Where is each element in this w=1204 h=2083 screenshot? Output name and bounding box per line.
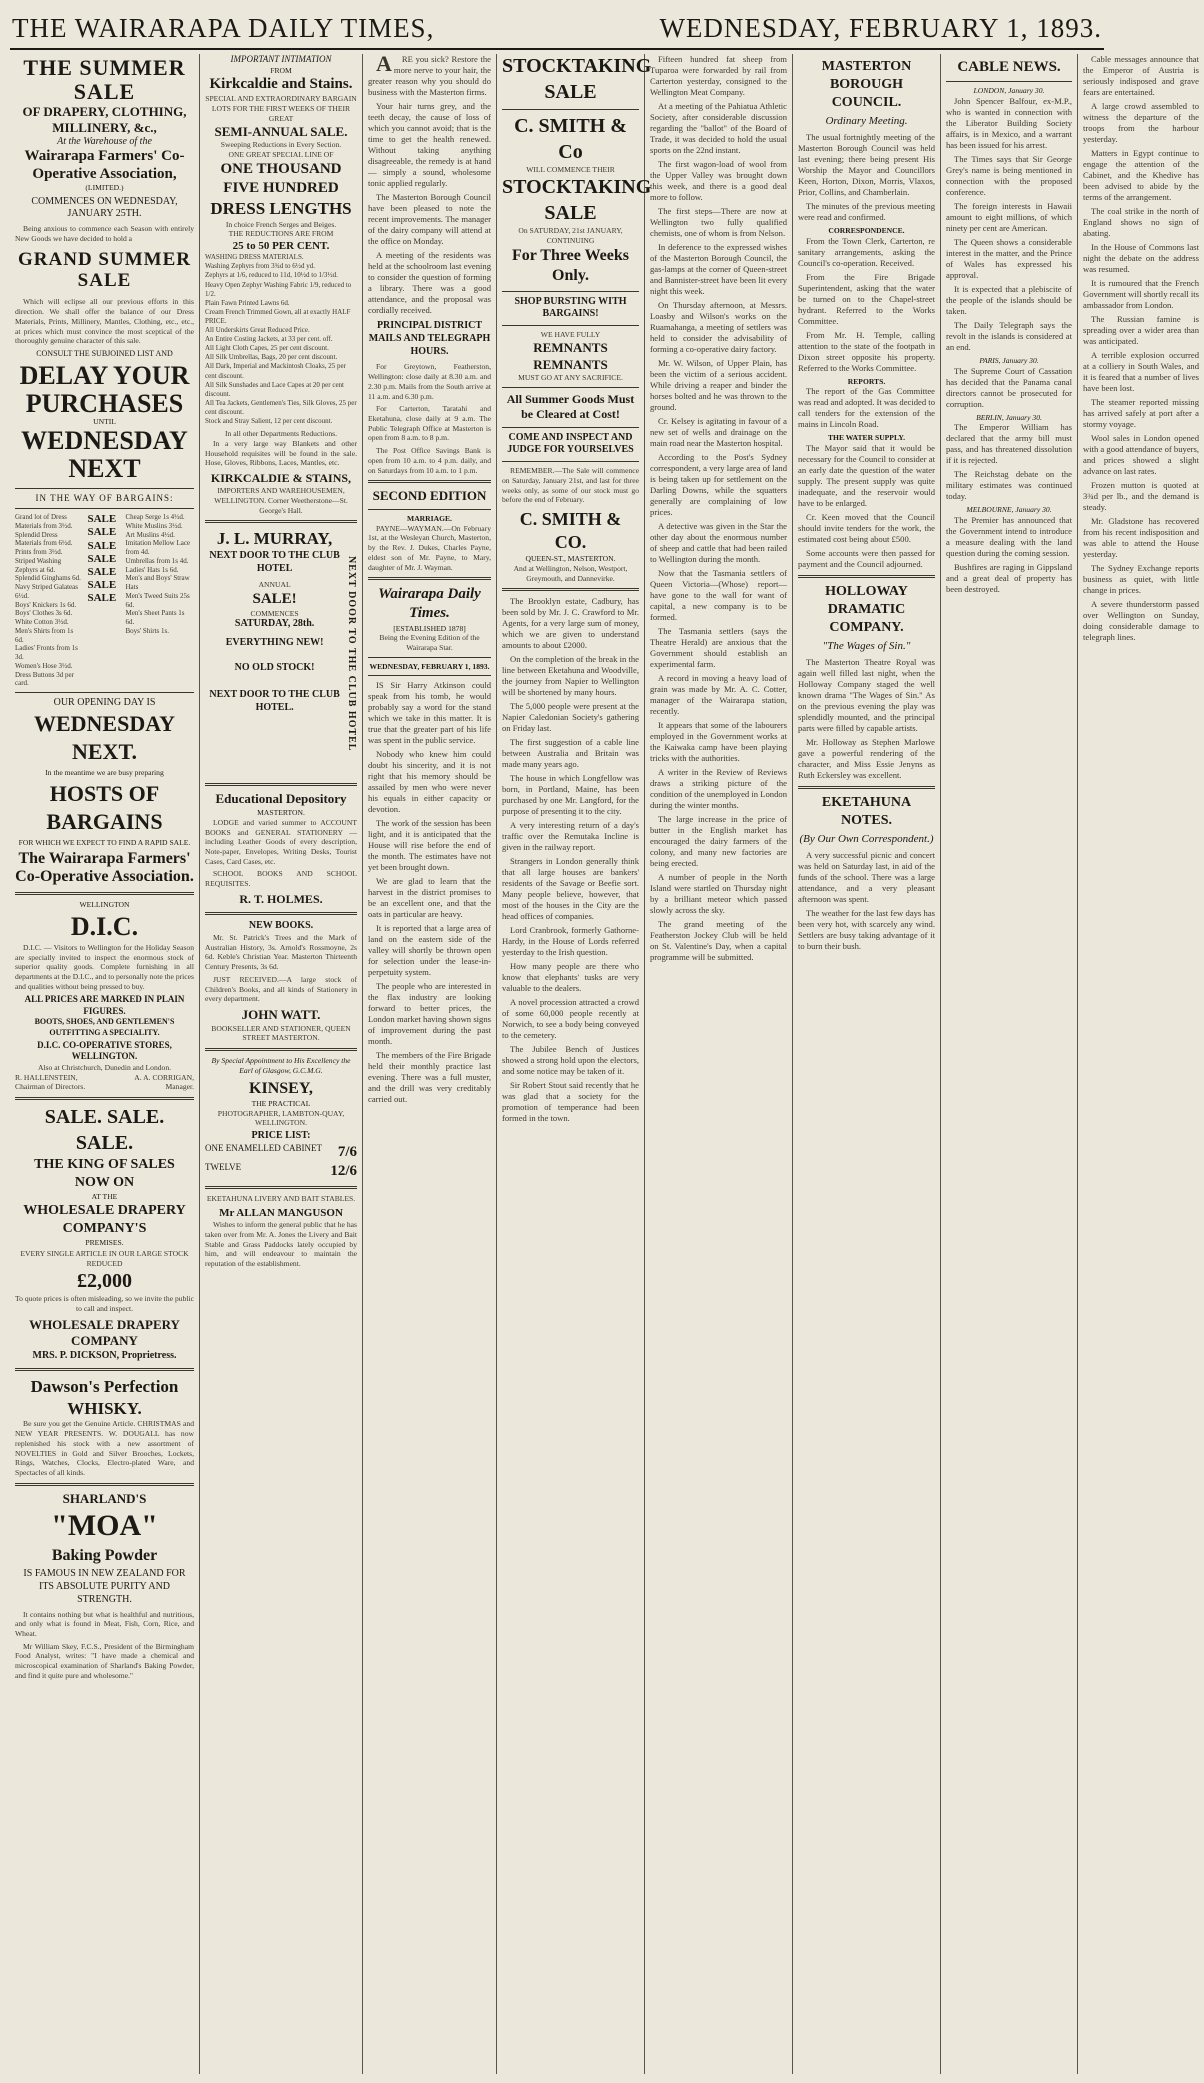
marriage: MARRIAGE. [407,513,452,523]
shop-bursting: SHOP BURSTING WITH BARGAINS! [514,295,627,320]
semi-annual: SEMI-ANNUAL SALE. [214,123,348,139]
educational-place: MASTERTON. [257,808,305,818]
stocktaking-2: STOCKTAKING SALE [502,176,652,224]
summer-sale-body-1: Being anxious to commence each Season with entirely New Goods we have decided to hold a [15,224,194,243]
wholesale-footer: WHOLESALE DRAPERY COMPANY [29,1316,180,1349]
masthead-date: WEDNESDAY, FEBRUARY 1, 1893. [659,13,1102,43]
dic-name: D.I.C. [70,911,139,941]
percent-range: 25 to 50 PER CENT. [232,240,330,253]
kirkcaldie-2: KIRKCALDIE & STAINS, [210,470,352,485]
issue-date: WEDNESDAY, FEBRUARY 1, 1893. [369,661,490,671]
dawson-body: Be sure you get the Genuine Article. CHRISTMAS and NEW YEAR PRESENTS. W. DOUGALL has now replenished his stock with a new assortment of NOVELTIES in Gold and Silver Brooches, Lockets, Rings, Watches, Clocks, Electro-plated Ware, and Spectacles of all kinds. [15,1419,194,1477]
c-smith-1: C. SMITH & Co [514,115,627,163]
borough-council-heading: MASTERTON BOROUGH COUNCIL. [821,59,912,110]
c-smith-2: C. SMITH & CO. [519,509,622,553]
opening-day: OUR OPENING DAY IS [53,697,156,709]
masthead [10,8,1104,50]
price-row-twelve: TWELVE 12/6 [205,1162,357,1180]
column-4: STOCKTAKING SALE C. SMITH & Co WILL COMMENCE THEIR STOCKTAKING SALE On SATURDAY, 21st JANUARY, CONTINUING For Three Weeks Only. SHOP BURSTING WITH BARGAINS! WE HAVE FULLY REMNANTS REMNANTS MUST GO AT ANY SACRIFICE. All Summer Goods Must be Cleared at Cost! COME AND INSPECT AND JUDGE FOR YOURSELVES REMEMBER.—The Sale will commence on Saturday, January 21st, and last for three weeks only, as some of our stock must go before the end of February. C. SMITH & CO. QUEEN-ST., MASTERTON. And at Wellington, Nelson, Westport, Greymouth, and Dannevirke. The Brooklyn estate, Cadbury, has been sold by Mr. J. C. Crawford to Mr. Agents, for a very large sum of money, which we are given to understand amounts to about £2000. On the completion of the break in the line between Eketahuna and Woodville, the journey from Napier to Wellington will be shortened by many hours. The 5,000 people were present at the Napier Caledonian Society's gathering on Friday last. The first suggestion of a cable line between Australia and Britain was made many years ago. The house in which Longfellow was born, in Portland, Maine, has been purchased by one Mr. Langford, for the purpose of presenting it to the city. A very interesting return of a day's traffic over the Remutaka Incline is given in the railway report. Strangers in London generally think that all large houses are bankers' residents of the Savage or Beefie sort. Many people believe, however, that most of the houses in the City are the head offices of companies. Lord Cranbrook, formerly Gathorne-Hardy, in the House of Lords referred yesterday to the Irish question. How many people are there who know that elephants' tusks are very valuable to the dealers. A novel procession attracted a crowd of some 60,000 people recently at Norwich, to see a body being conveyed to the cemetery. The Jubilee Bench of Justices showed a strong hold upon the electors, and some notice may be taken of it. Sir Robert Stout said recently that he was glad that a society for the promotion of temperance had been formed in the town. [497,54,645,2074]
kinsey: KINSEY, [249,1079,313,1097]
one-thousand: ONE THOUSAND FIVE HUNDRED [220,160,342,196]
dateline-melbourne: MELBOURNE, January 30. [966,505,1052,515]
educational-depository: Educational Depository [215,791,347,807]
moa: "MOA" [51,1509,158,1543]
next-door-2: NEXT DOOR TO THE CLUB HOTEL. [209,688,340,713]
dress-lengths: DRESS LENGTHS [210,199,352,219]
holmes: R. T. HOLMES. [239,891,323,906]
come-and-inspect: COME AND INSPECT AND JUDGE FOR YOURSELVES [507,431,634,456]
john-watt: JOHN WATT. [241,1007,321,1023]
dic-coop: D.I.C. CO-OPERATIVE STORES, WELLINGTON. [37,1039,172,1062]
paper-title: Wairarapa Daily Times. [378,586,481,622]
established: [ESTABLISHED 1878] [393,623,466,633]
summer-sale-body-2: Which will eclipse all our previous efforts in this direction. We shall offer the balance of our Dress Materials, Prints, Millinery, Mantles, Clothing, etc., etc., at prices which must convince the most sceptical of the thoroughly genuine character of this sale. [15,297,194,346]
grand-summer-sale: GRAND SUMMER SALE [18,248,191,291]
sharland: SHARLAND'S [62,1490,147,1506]
columns [10,51,1199,2074]
water-supply: THE WATER SUPPLY. [827,433,906,443]
price-row-cabinet: ONE ENAMELLED CABINET 7/6 [205,1142,357,1160]
dawson-whisky: Dawson's Perfection WHISKY. [30,1376,179,1418]
wholesale-amount: £2,000 [77,1269,132,1292]
sale-stack: SALE SALE SALE SALE SALE SALE SALE [87,513,117,605]
column-3: ARE you sick? Restore the more nerve to your hair, the greater reason why you should do business with the Masterton firms. Your hair turns grey, and the teeth decay, the cause of loss of which you cannot avoid; that is the time to get the health renewed. Without taking anything disagreeable, the remedy is at hand — simply a sound, wholesome tonic applied regularly. The Masterton Borough Council have been pleased to note the recent improvements. The manager of the dairy company will attend at the office on Monday. A meeting of the residents was held at the schoolroom last evening to consider the question of forming a library. There was a good attendance, and the proposal was cordially received. PRINCIPAL DISTRICT MAILS AND TELEGRAPH HOURS. For Greytown, Featherston, Wellington: close daily at 8.30 a.m. and 2.30 p.m. Mails from the South arrive at 11 a.m. and 6.30 p.m. For Carterton, Taratahi and Eketahuna, close daily at 9 a.m. The Public Telegraph Office at Masterton is open from 8 a.m. to 8 p.m. The Post Office Savings Bank is open from 10 a.m. to 4 p.m. daily, and on Saturdays from 10 a.m. to 1 p.m. SECOND EDITION MARRIAGE. PAYNE—WAYMAN.—On February 1st, at the Wesleyan Church, Masterton, by the Rev. J. Dukes, Charles Payne, eldest son of Mr. Payne, to Mary, daughter of Mr. J. Wayman. Wairarapa Daily Times. [ESTABLISHED 1878] Being the Evening Edition of the Wairarapa Star. WEDNESDAY, FEBRUARY 1, 1893. IS Sir Harry Atkinson could speak from his tomb, he would probably say a word for the stand which we take in this matter. It is true that the greater part of his life was spent in the public service. Nobody who knew him could doubt his sincerity, and it is not right that his memory should be assailed by men who were never his equals in either capacity or devotion. The work of the session has been light, and it is anticipated that the House will rise before the end of the month. The estimates have not yet been brought down. We are glad to learn that the harvest in the district promises to be an excellent one, and that the oats in particular are heavy. It is reported that a large area of land on the eastern side of the valley will shortly be thrown open for selection under the lease-in-perpetuity system. The people who are interested in the flax industry are looking forward to better prices, the London market having shown signs of improvement during the past month. The members of the Fire Brigade held their monthly practice last evening. There was a full muster, and the drill was very creditably carried out. [363,54,497,2074]
baking-powder: Baking Powder [51,1546,158,1564]
dic-body: D.I.C. — Visitors to Wellington for the Holiday Season are specially invited to inspect the enormous stock of superior quality goods. Complete furnishing in all departments at the D.I.C., and to personally note the prices and qualities without being pressed to buy. [15,942,194,991]
ordinary-meeting: Ordinary Meeting. [825,114,908,127]
all-summer-goods: All Summer Goods Must be Cleared at Cost! [506,391,635,422]
dic-boots: BOOTS, SHOES, AND GENTLEMEN'S OUTFITTING A SPECIALITY. [34,1017,175,1037]
everything-new: EVERYTHING NEW! [225,637,324,649]
own-correspondent: (By Our Own Correspondent.) [799,832,934,845]
cable-news-heading: CABLE NEWS. [957,59,1061,75]
column-2: IMPORTANT INTIMATION FROM Kirkcaldie and Stains. SPECIAL AND EXTRAORDINARY BARGAIN LOTS FOR THE FIRST WEEKS OF THEIR GREAT SEMI-ANNUAL SALE. Sweeping Reductions in Every Section. ONE GREAT SPECIAL LINE OF ONE THOUSAND FIVE HUNDRED DRESS LENGTHS In choice French Serges and Beiges. THE REDUCTIONS ARE FROM 25 to 50 PER CENT. WASHING DRESS MATERIALS. Washing Zephyrs from 3¾d to 6½d yd. Zephyrs at 1/6, reduced to 11d, 10½d to 1/3½d. Heavy Open Zephyr Washing Fabric 1/9, reduced to 1/2. Plain Fawn Printed Lawns 6d. Cream French Trimmed Gown, all at exactly HALF PRICE. All Underskirts Great Reduced Price. An Entire Costing Jackets, at 33 per cent. off. All Light Cloth Capes, 25 per cent discount. All Silk Umbrellas, Bags, 20 per cent discount. All Dark, Imperial and Mackintosh Cloaks, 25 per cent discount. All Silk Sunshades and Lace Capes at 20 per cent discount. All Tea Jackets, Gentlemen's Ties, Silk Gloves, 25 per cent discount. Stock and Stray Salient, 12 per cent discount. In all other Departments Reductions. In a very large way Blankets and other Household requisites will be found in the sale. Hose, Gloves, Ribbons, Laces, Mantles, etc. KIRKCALDIE & STAINS, IMPORTERS AND WAREHOUSEMEN, WELLINGTON. Corner Weetherstone—St. George's Hall. J. L. MURRAY, NEXT DOOR TO THE CLUB HOTEL ANNUAL SALE! COMMENCES SATURDAY, 28th. EVERYTHING NEW! NO OLD STOCK! NEXT DOOR TO THE CLUB HOTEL. NEXT DOOR TO THE CLUB HOTEL Educational Depository MASTERTON. LODGE and varied summer to ACCOUNT BOOKS and GENERAL STATIONERY — including Leather Goods of every description, Note-paper, Envelopes, Writing Desks, Tourist Cases, Card Cases, etc. SCHOOL BOOKS AND SCHOOL REQUISITES. R. T. HOLMES. NEW BOOKS. Mr. St. Patrick's Trees and the Mark of Australian History, 3s. Arnold's Rossmoyne, 2s 6d. Keble's Christian Year. Masterton Thirteenth Century Presents, 3s 6d. JUST RECEIVED.—A large stock of Children's Books, and all kinds of Stationery in every department. JOHN WATT. BOOKSELLER AND STATIONER, QUEEN STREET MASTERTON. By Special Appointment to His Excellency the Earl of Glasgow, G.C.M.G. KINSEY, THE PRACTICAL PHOTOGRAPHER, LAMBTON-QUAY, WELLINGTON. PRICE LIST: ONE ENAMELLED CABINET 7/6 TWELVE 12/6 EKETAHUNA LIVERY AND BAIT STABLES. Mr ALLAN MANGUSON Wishes to inform the general public that he has taken over from Mr. A. Jones the Livery and Bait Stable and Grass Paddocks lately occupied by him, and will endeavour to maintain the reputation of the establishment. [200,54,363,2074]
new-books: NEW BOOKS. [248,920,314,932]
allan-manguson: Mr ALLAN MANGUSON [219,1207,343,1220]
murray: J. L. MURRAY, [216,529,333,549]
summer-sale-commences: COMMENCES ON WEDNESDAY, JANUARY 25TH. [31,195,178,220]
sale-bang: SALE! [252,590,297,607]
column-5: Fifteen hundred fat sheep from Tuparoa were forwarded by rail from Carterton yesterday, consigned to the Wellington Meat Company. At a meeting of the Pahiatua Athletic Society, after considerable discussion regarding the "ballot" of the Board of Trade, it was decided to hold the usual sports on the 22nd instant. The first wagon-load of wool from the Upper Valley was brought down this week, and there is a good deal more to follow. The first steps—There are now at Wellington two fully qualified chemists, one of whom is from Nelson. In deference to the expressed wishes of the Masterton Borough Council, the gas-lamps at the corner of Queen-street and Bannister-street have been lit every night this week. On Thursday afternoon, at Messrs. Loasby and Wilson's works on the Ruamahanga, a meeting of settlers was held to consider the advisability of forming a co-operative dairy factory. Mr. W. Wilson, of Upper Plain, has been the victim of a serious accident. While driving a reaper and binder the horses bolted and he was thrown to the ground. Cr. Kelsey is agitating in favour of a new set of wells and drainage on the main road near the Masterton hospital. According to the Post's Sydney correspondent, a very large area of land is being taken up for settlement on the Darling Downs, while the squatters generally are complaining of low prices. A detective was given in the Star the other day about the enormous number of sheep and cattle that had been railed to Wellington during the month. Now that the Tasmania settlers of Queen Victoria—(Whose) report—have gone to the wall for want of capital, a new company is to be formed. The Tasmania settlers (says the Theatre Herald) are anxious that the Government should establish an experimental farm. A record in moving a heavy load of grain was made by Mr. A. C. Cotter, manager of the Wairarapa station, recently. It appears that some of the labourers employed in the Government works at the Kaiwaka camp have been playing tricks with the authorities. A writer in the Review of Reviews draws a striking picture of the condition of the unemployed in London during the winter months. The large increase in the price of butter in the English market has encouraged the dairy farmers of the colony, and many new factories are being erected. A number of people in the North Island were startled on Thursday night by a brilliant meteor which passed slowly across the sky. The grand meeting of the Featherston Jockey Club will be held on St. Valentine's Day, when a capital programme will be submitted. [645,54,793,2074]
summer-sale-firm: Wairarapa Farmers' Co-Operative Association, [24,148,185,182]
eketahuna-heading: EKETAHUNA NOTES. [821,794,912,828]
dateline-london: LONDON, January 30. [973,86,1045,96]
holloway-heading: HOLLOWAY DRAMATIC COMPANY. [825,583,908,635]
summer-sale-at: At the Warehouse of the [57,135,152,147]
sale-sale-sale: SALE. SALE. SALE. [44,1106,165,1154]
dateline-berlin: BERLIN, January 30. [976,412,1042,422]
dateline-paris: PARIS, January 30. [979,355,1039,365]
king-of-sales: THE KING OF SALES NOW ON [34,1157,175,1191]
kirkcaldie: Kirkcaldie and Stains. [209,76,353,93]
column-6: MASTERTON BOROUGH COUNCIL. Ordinary Meeting. The usual fortnightly meeting of the Masterton Borough Council was held last evening; there being present His Worship the Mayor and Councillors Keen, Horton, Dixon, Morris, Vlaxos, Prior, Collins, and Chamberlain. The minutes of the previous meeting were read and confirmed. CORRESPONDENCE. From the Town Clerk, Carterton, re sanitary arrangements, asking the Council's co-operation. Received. From the Fire Brigade Superintendent, asking that the water be turned on to the Chapel-street hydrant. Referred to the Works Committee. From Mr. H. Temple, calling attention to the state of the footpath in Dixon street opposite his property. Referred to the Works Committee. REPORTS. The report of the Gas Committee was read and adopted. It was decided to call tenders for the extension of the mains in Lincoln Road. THE WATER SUPPLY. The Mayor said that it would be necessary for the Council to consider at an early date the question of the water supply. The present supply was quite inadequate, and the reservoir would have to be enlarged. Cr. Keen moved that the Council should invite tenders for the work, the estimated cost being about £500. Some accounts were then passed for payment and the Council adjourned. HOLLOWAY DRAMATIC COMPANY. "The Wages of Sin." The Masterton Theatre Royal was again well filled last night, when the Holloway Company staged the well known drama "The Wages of Sin." As on the previous evening the play was splendidly mounted, and the principal parts were filled by capable artists. Mr. Holloway as Stephen Marlowe gave a powerful rendering of the character, and Miss Essie Jenyns as Ruth Eckersley was excellent. EKETAHUNA NOTES. (By Our Own Correspondent.) A very successful picnic and concert was held on Saturday last, in aid of the funds of the school. There was a large attendance, and a very pleasant afternoon was spent. The weather for the last few days has been very hot, with scarcely any wind. Settlers are busy taking advantage of it to burn their bush. [793,54,941,2074]
next-door: NEXT DOOR TO THE CLUB HOTEL [209,550,340,574]
important-intimation: IMPORTANT INTIMATION [230,54,332,64]
queen-street: QUEEN-ST., MASTERTON. [525,554,616,564]
no-old-stock: NO OLD STOCK! [234,662,315,674]
wednesday-next-2: WEDNESDAY NEXT. [33,711,175,765]
wages-of-sin: "The Wages of Sin." [822,639,911,652]
remnants: REMNANTS REMNANTS [533,339,608,372]
practical: THE PRACTICAL [251,1098,311,1108]
next-door-sideways: NEXT DOOR TO THE CLUB HOTEL [346,555,357,752]
masthead-title: THE WAIRARAPA DAILY TIMES, [12,13,435,43]
way-of-bargains: IN THE WAY OF BARGAINS: [35,492,174,503]
saturday: SATURDAY, 28th. [234,618,315,630]
summer-sale-sub: OF DRAPERY, CLOTHING, MILLINERY, &c., [22,104,187,135]
delay-until: UNTIL [93,416,116,426]
wholesale-drapery: WHOLESALE DRAPERY COMPANY'S [23,1202,186,1236]
column-1: THE SUMMER SALE OF DRAPERY, CLOTHING, MILLINERY, &c., At the Warehouse of the Wairarapa Farmers' Co-Operative Association, (LIMITED.) COMMENCES ON WEDNESDAY, JANUARY 25TH. Being anxious to commence each Season with entirely New Goods we have decided to hold a GRAND SUMMER SALE Which will eclipse all our previous efforts in this direction. We shall offer the balance of our Dress Materials, Prints, Millinery, Mantles, Clothing, etc., etc., at prices which must convince the most sceptical of the thoroughly genuine character of this sale. CONSULT THE SUBJOINED LIST AND DELAY YOUR PURCHASES UNTIL WEDNESDAY NEXT IN THE WAY OF BARGAINS: Grand lot of Dress Materials from 3½d. Splendid Dress Materials from 6½d. Prints from 3½d. Striped Washing Zephyrs at 6d. Splendid Ginghams 6d. Navy Striped Galateas 6½d. Boys' Knickers 1s 6d. Boys' Clothes 3s 6d. White Cotton 3½d. Men's Shirts from 1s 6d. Ladies' Fronts from 1s 3d. Women's Hose 3½d. Dress Buttons 3d per card. SALE SALE SALE SALE SALE SALE SALE Cheap Serge 1s 4½d. White Muslins 3½d. Art Muslins 4½d. Imitation Mellow Lace from 4d. Umbrellas from 1s 4d. Ladies' Hats 1s 6d. Men's and Boys' Straw Hats Men's Tweed Suits 25s 6d. Men's Sheet Pants 1s 6d. Boys' Shirts 1s. OUR OPENING DAY IS WEDNESDAY NEXT. In the meantime we are busy preparing HOSTS OF BARGAINS FOR WHICH WE EXPECT TO FIND A RAPID SALE. The Wairarapa Farmers' Co-Operative Association. WELLINGTON D.I.C. D.I.C. — Visitors to Wellington for the Holiday Season are specially invited to inspect the enormous stock of superior quality goods. Complete furnishing in all departments at the D.I.C., and to personally note the prices and qualities without being pressed to buy. ALL PRICES ARE MARKED IN PLAIN FIGURES. BOOTS, SHOES, AND GENTLEMEN'S OUTFITTING A SPECIALITY. D.I.C. CO-OPERATIVE STORES, WELLINGTON. Also at Christchurch, Dunedin and London. R. HALLENSTEIN, A. A. CORRIGAN, Chairman of Directors. Manager. SALE. SALE. SALE. THE KING OF SALES NOW ON AT THE WHOLESALE DRAPERY COMPANY'S PREMISES. EVERY SINGLE ARTICLE IN OUR LARGE STOCK REDUCED £2,000 To quote prices is often misleading, so we invite the public to call and inspect. WHOLESALE DRAPERY COMPANY MRS. P. DICKSON, Proprietress. Dawson's Perfection WHISKY. Be sure you get the Genuine Article. CHRISTMAS and NEW YEAR PRESENTS. W. DOUGALL has now replenished his stock with a new assortment of NOVELTIES in Gold and Silver Brooches, Lockets, Rings, Watches, Clocks, Electro-plated Ware, and Spectacles of all kinds. SHARLAND'S "MOA" Baking Powder IS FAMOUS IN NEW ZEALAND FOR ITS ABSOLUTE PURITY AND STRENGTH. It contains nothing but what is healthful and nutritious, and only what is found in Meat, Fish, Corn, Rice, and Wheat. Mr William Skey, F.C.S., President of the Birmingham Food Analyst, writes: "I have made a chemical and microscopical examination of Sharland's Baking Powder, and find it quite pure and wholesome." [10,54,200,2074]
moa-footer: IS FAMOUS IN NEW ZEALAND FOR ITS ABSOLUTE PURITY AND STRENGTH. [23,1568,186,1605]
summer-sale-heading: THE SUMMER SALE [23,55,186,105]
proprietress: MRS. P. DICKSON, Proprietress. [32,1350,177,1362]
three-weeks: For Three Weeks Only. [511,246,630,285]
price-list: PRICE LIST: [251,1130,311,1142]
hosts-of-bargains: HOSTS OF BARGAINS [46,781,163,835]
second-edition: SECOND EDITION [372,488,487,504]
wednesday-next: WEDNESDAY NEXT [21,425,188,484]
stocktaking-1: STOCKTAKING SALE [502,55,652,103]
bargain-list: Grand lot of Dress Materials from 3½d. Splendid Dress Materials from 6½d. Prints from 3½d. Striped Washing Zephyrs at 6d. Splendid Ginghams 6d. Navy Striped Galateas 6½d. Boys' Knickers 1s 6d. Boys' Clothes 3s 6d. White Cotton 3½d. Men's Shirts from 1s 6d. Ladies' Fronts from 1s 3d. Women's Hose 3½d. Dress Buttons 3d per card. SALE SALE SALE SALE SALE SALE SALE Cheap Serge 1s 4½d. White Muslins 3½d. Art Muslins 4½d. Imitation Mellow Lace from 4d. Umbrellas from 1s 4d. Ladies' Hats 1s 6d. Men's and Boys' Straw Hats Men's Tweed Suits 25s 6d. Men's Sheet Pants 1s 6d. Boys' Shirts 1s. [15,513,191,688]
column-8: Cable messages announce that the Emperor of Austria is seriously indisposed and grave fears are entertained. A large crowd assembled to witness the departure of the troops from the harbour yesterday. Matters in Egypt continue to engage the attention of the Cabinet, and the Khedive has been advised to abide by the terms of the arrangement. The coal strike in the north of England shows no sign of abating. In the House of Commons last night the debate on the address was resumed. It is rumoured that the French Government will shortly recall its ambassador from London. The Russian famine is spreading over a wider area than was anticipated. A terrible explosion occurred at a colliery in South Wales, and it is feared that a number of lives have been lost. The steamer reported missing has arrived safely at port after a stormy voyage. Wool sales in London opened with a good attendance of buyers, and prices showed a slight advance on last rates. Frozen mutton is quoted at 3¾d per lb., and the demand is steady. Mr. Gladstone has recovered from his recent indisposition and was able to attend the House yesterday. The Sydney Exchange reports business as quiet, with little change in prices. A severe thunderstorm passed over Wellington on Sunday, doing considerable damage to telegraph lines. [1083,54,1199,642]
summer-sale-limited: (LIMITED.) [85,182,124,192]
dic-place: WELLINGTON [79,899,130,909]
reports: REPORTS. [847,376,886,386]
dic-plain: ALL PRICES ARE MARKED IN PLAIN FIGURES. [24,994,185,1016]
correspondence: CORRESPONDENCE. [828,225,905,235]
delay-purchases: DELAY YOUR PURCHASES [19,361,190,418]
column-7: CABLE NEWS. LONDON, January 30. John Spencer Balfour, ex-M.P., who is wanted in connection with the Liberator Building Society affairs, is in Mexico, and a warrant has been issued for his arrest. The Times says that Sir George Grey's name is being mentioned in connection with the proposed conference. The foreign interests in Hawaii amount to eight millions, of which ninety per cent are American. The Queen shows a considerable interest in the matter, and the Prince of Wales has expressed his approval. It is expected that a plebiscite of the people of the islands should be taken. The Daily Telegraph says the revolt in the islands is considered at an end. PARIS, January 30. The Supreme Court of Cassation has decided that the Panama canal directors cannot be prosecuted for corruption. BERLIN, January 30. The Emperor William has declared that the army bill must pass, and has threatened dissolution if it is rejected. The Reichstag debate on the military estimates was continued today. MELBOURNE, January 30. The Premier has announced that the Government intend to introduce a measure dealing with the land question during the coming session. Bushfires are raging in Gippsland and a great deal of property has been destroyed. [941,54,1078,2074]
principal-mails: PRINCIPAL DISTRICT MAILS AND TELEGRAPH HOURS. [368,320,491,357]
association-footer: The Wairarapa Farmers' Co-Operative Association. [15,850,194,886]
